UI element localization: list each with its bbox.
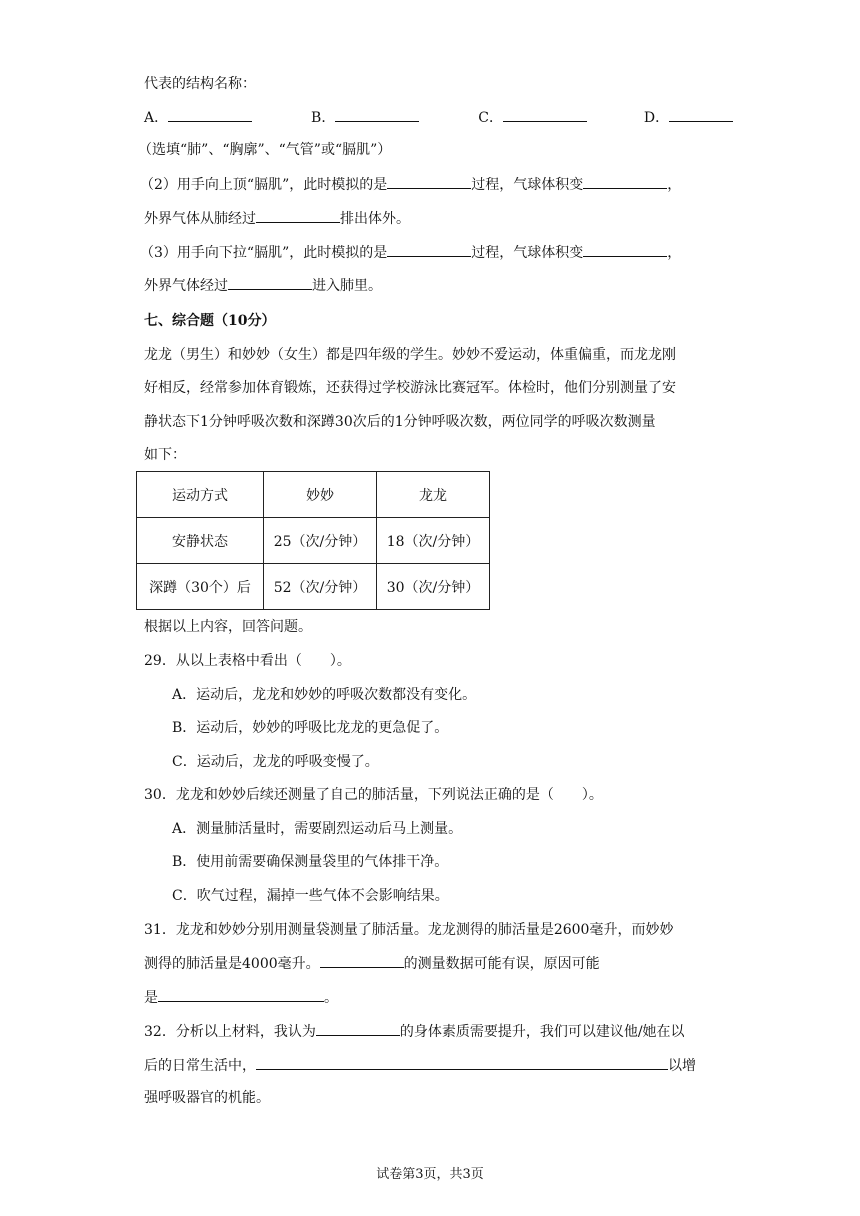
table-cell: 安静状态 [137,518,264,564]
structure-name-prompt: 代表的结构名称： [144,76,256,92]
q2-line2: 外界气体从肺经过 排出体外。 [144,208,410,229]
q32-line1: 32．分析以上材料，我认为 的身体素质需要提升，我们可以建议他/她在以 [144,1021,685,1042]
blank-q2-process[interactable] [387,174,471,189]
blank-q31-reason[interactable] [158,987,324,1002]
blank-b[interactable] [335,107,419,122]
blank-a[interactable] [168,107,252,122]
blank-q3-process[interactable] [387,242,471,257]
blank-q32-advice[interactable] [256,1055,668,1070]
blank-c[interactable] [503,107,587,122]
q32-line3: 强呼吸器官的机能。 [144,1090,270,1106]
q2-line1: （2）用手向上顶“膈肌”，此时模拟的是 过程，气球体积变 ， [140,174,681,195]
material-para-line2: 好相反，经常参加体育锻炼，还获得过学校游泳比赛冠军。体检时，他们分别测量了安 [144,380,676,396]
table-row [137,564,490,610]
material-para-line1: 龙龙（男生）和妙妙（女生）都是四年级的学生。妙妙不爱运动，体重偏重，而龙龙刚 [144,347,676,363]
q29-option-c[interactable]: C．运动后，龙龙的呼吸变慢了。 [172,754,379,770]
q31-line1: 31．龙龙和妙妙分别用测量袋测量了肺活量。龙龙测得的肺活量是2600毫升，而妙妙 [144,922,674,938]
table-cell: 30（次/分钟） [377,564,490,610]
blank-q3-volume[interactable] [583,242,667,257]
blank-q2-path[interactable] [256,208,340,223]
blank-d[interactable] [669,107,733,122]
blank-q31-who[interactable] [320,953,404,968]
breathing-rate-table [136,471,490,610]
fill-choices-hint: （选填“肺”、“胸廓”、“气管”或“膈肌”） [138,142,392,158]
table-cell: 25（次/分钟） [264,518,377,564]
material-para-line4: 如下： [144,447,186,463]
q31-line3: 是 。 [144,987,338,1008]
q30-option-b[interactable]: B．使用前需要确保测量袋里的气体排干净。 [172,854,449,870]
table-cell: 深蹲（30个）后 [137,564,264,610]
q30-stem: 30．龙龙和妙妙后续还测量了自己的肺活量，下列说法正确的是（ ）。 [144,787,603,803]
blank-q32-who[interactable] [316,1021,400,1036]
q29-option-a[interactable]: A．运动后，龙龙和妙妙的呼吸次数都没有变化。 [172,687,477,703]
table-header-row [137,472,490,518]
option-b-label: B． [311,110,336,126]
answer-instruction: 根据以上内容，回答问题。 [144,619,312,635]
table-cell: 18（次/分钟） [377,518,490,564]
section-heading: 七、综合题（10分） [144,313,276,329]
q31-line2: 测得的肺活量是4000毫升。 的测量数据可能有误，原因可能 [144,953,600,974]
option-a-label: A． [144,110,169,126]
table-header-cell: 龙龙 [377,472,490,518]
q3-line1: （3）用手向下拉“膈肌”，此时模拟的是 过程，气球体积变 ， [140,242,681,263]
page-footer: 试卷第3页，共3页 [376,1167,484,1182]
table-row [137,518,490,564]
q30-option-a[interactable]: A．测量肺活量时，需要剧烈运动后马上测量。 [172,821,463,837]
blank-q3-path[interactable] [228,275,312,290]
material-para-line3: 静状态下1分钟呼吸次数和深蹲30次后的1分钟呼吸次数，两位同学的呼吸次数测量 [144,414,656,430]
blank-q2-volume[interactable] [583,174,667,189]
table-header-cell: 运动方式 [137,472,264,518]
table-header-cell: 妙妙 [264,472,377,518]
q32-line2: 后的日常生活中， 以增 [144,1055,696,1076]
options-line [144,107,733,128]
q29-stem: 29．从以上表格中看出（ ）。 [144,653,351,669]
option-c-label: C． [478,110,503,126]
table-cell: 52（次/分钟） [264,564,377,610]
q3-line2: 外界气体经过 进入肺里。 [144,275,382,296]
q30-option-c[interactable]: C．吹气过程，漏掉一些气体不会影响结果。 [172,888,449,904]
option-d-label: D． [643,110,670,126]
q29-option-b[interactable]: B．运动后，妙妙的呼吸比龙龙的更急促了。 [172,720,449,736]
